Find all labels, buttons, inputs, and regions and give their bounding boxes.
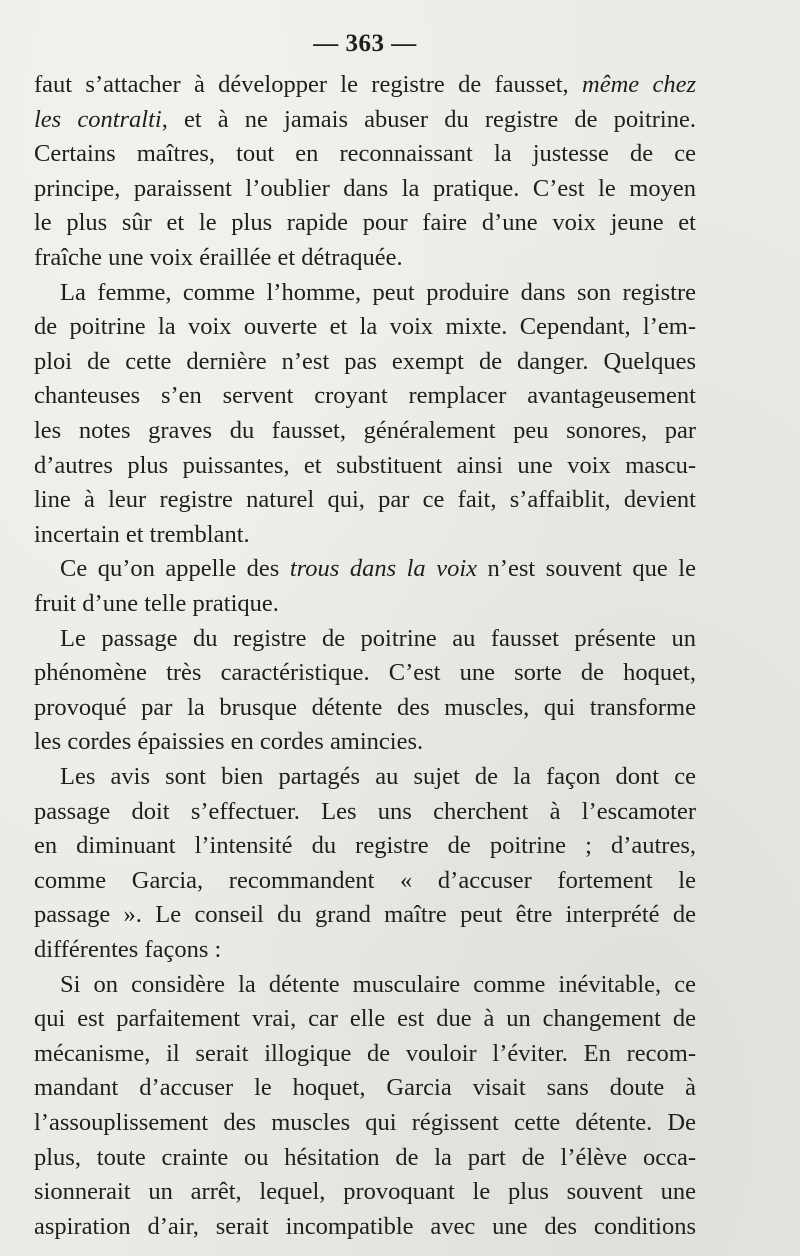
text-line — [34, 414, 696, 448]
text-run: plus, toute crainte ou hésitation de la part de l’élève occa- — [34, 1143, 696, 1171]
text-line — [34, 656, 696, 690]
text-line — [60, 968, 696, 1002]
text-run: faut s’attacher à développer le registre de fausset, — [34, 71, 582, 98]
text-line — [34, 1210, 696, 1244]
text-run: de poitrine la voix ouverte et la voix mixte. Cependant, l’em- — [34, 313, 696, 341]
text-line — [34, 1071, 696, 1105]
text-line — [34, 103, 696, 137]
text-line — [34, 1037, 696, 1071]
page-number: — 363 — — [313, 30, 417, 57]
text-run: chanteuses s’en servent croyant remplacer avantageusement — [34, 382, 696, 410]
text-run: qui est parfaitement vrai, car elle est due à un changement de — [34, 1005, 696, 1033]
text-run: Ce qu’on appelle des — [60, 555, 290, 583]
text-run: phénomène très caractéristique. C’est une sorte de hoquet, — [34, 659, 696, 687]
text-run: les cordes épaissies en cordes amincies. — [34, 728, 424, 756]
italic-text: même chez — [582, 71, 696, 98]
text-run: mandant d’accuser le hoquet, Garcia visait sans doute à — [34, 1074, 696, 1102]
text-run: Si on considère la détente musculaire comme inévitable, ce — [60, 970, 696, 998]
text-line — [34, 1175, 696, 1209]
italic-text: les contralti — [34, 105, 162, 133]
text-run: d’autres plus puissantes, et substituent ainsi une voix mascu- — [34, 451, 696, 479]
text-line — [34, 1002, 696, 1036]
text-line — [34, 310, 696, 344]
text-line — [60, 622, 696, 656]
text-run: provoqué par la brusque détente des muscles, qui transforme — [34, 693, 696, 721]
text-line — [34, 691, 696, 725]
text-run: , et à ne jamais abuser du registre de poitrine. — [161, 105, 696, 133]
text-line — [34, 483, 696, 517]
text-line — [34, 345, 696, 379]
italic-text: trous dans la voix — [289, 555, 478, 583]
text-run: principe, paraissent l’oublier dans la pratique. C’est le moyen — [34, 174, 696, 202]
text-line — [34, 172, 696, 206]
text-line — [34, 725, 696, 759]
text-run: Le passage du registre de poitrine au fausset présente un — [60, 624, 696, 652]
text-run: le plus sûr et le plus rapide pour faire d’une voix jeune et — [34, 209, 696, 237]
text-run: en diminuant l’intensité du registre de poitrine ; d’autres, — [34, 832, 696, 860]
text-line — [34, 1106, 696, 1140]
text-run: fraîche une voix éraillée et détraquée. — [34, 244, 403, 271]
text-run: incertain et tremblant. — [34, 520, 250, 548]
text-line — [34, 1141, 696, 1175]
text-line — [60, 552, 696, 586]
text-run: comme Garcia, recommandent « d’accuser fortement le — [34, 866, 696, 894]
text-line — [34, 933, 696, 967]
text-line — [34, 449, 696, 483]
text-line — [34, 241, 696, 275]
text-run: l’assouplissement des muscles qui régissent cette détente. De — [34, 1109, 696, 1136]
text-run: mécanisme, il serait illogique de vouloir l’éviter. En recom- — [34, 1039, 696, 1067]
text-line — [34, 68, 696, 102]
text-run: passage ». Le conseil du grand maître peut être interprété de — [34, 901, 696, 929]
text-run: passage doit s’effectuer. Les uns cherchent à l’escamoter — [34, 797, 696, 825]
text-run: fruit d’une telle pratique. — [34, 590, 279, 617]
text-run: n’est souvent que le — [477, 555, 696, 583]
text-line — [34, 587, 696, 621]
text-line — [60, 760, 696, 794]
text-line — [34, 898, 696, 932]
text-run: Les avis sont bien partagés au sujet de la façon dont ce — [60, 763, 696, 790]
text-run: différentes façons : — [34, 936, 222, 963]
text-line — [34, 137, 696, 171]
text-run: La femme, comme l’homme, peut produire dans son registre — [60, 278, 696, 306]
text-line — [34, 379, 696, 413]
text-line — [34, 829, 696, 863]
text-run: line à leur registre naturel qui, par ce fait, s’affaiblit, devient — [34, 486, 696, 514]
text-line — [34, 864, 696, 898]
text-line — [34, 518, 696, 552]
text-run: Certains maîtres, tout en reconnaissant la justesse de ce — [34, 140, 696, 168]
text-run: ploi de cette dernière n’est pas exempt de danger. Quelques — [34, 347, 696, 375]
text-line — [34, 795, 696, 829]
text-line — [34, 206, 696, 240]
text-run: les notes graves du fausset, généralement peu sonores, par — [34, 417, 696, 444]
text-line — [60, 276, 696, 310]
text-run: sionnerait un arrêt, lequel, provoquant le plus souvent une — [34, 1178, 696, 1206]
text-run: aspiration d’air, serait incompatible avec une des conditions — [34, 1212, 696, 1240]
